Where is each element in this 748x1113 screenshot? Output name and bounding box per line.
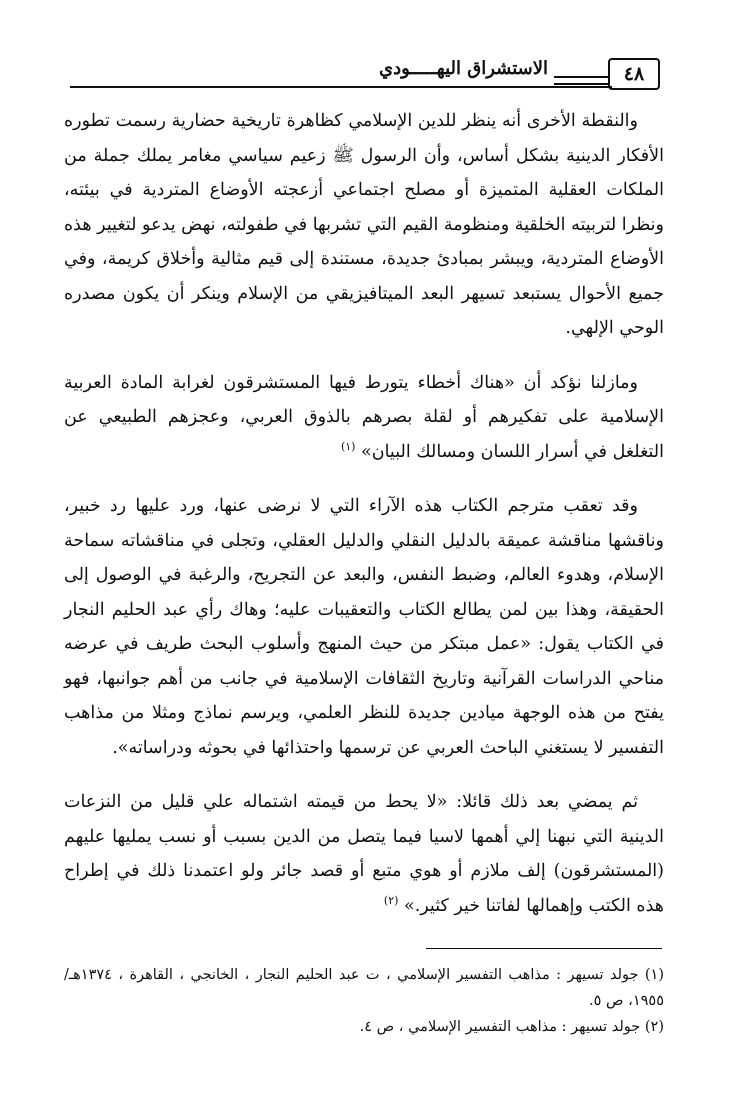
footnotes bbox=[64, 962, 664, 1040]
page-header bbox=[70, 56, 660, 92]
header-ornament-rule bbox=[554, 76, 610, 85]
paragraph-3: وقد تعقب مترجم الكتاب هذه الآراء التي لا نرضى عنها، ورد عليها رد خبير، وناقشها مناقشة عميقة بالدليل النقلي والدليل العقلي، وتجلى في مناقشاته سماحة الإسلام، وهدوء العالم، وضبط النفس، والبعد عن التجريح، والرغبة في الوصول إلى الحقيقة، وهذا بين لمن يطالع الكتاب والتعقيبات عليه؛ وهاك رأي عبد الحليم النجار في الكتاب يقول: «عمل مبتكر من حيث المنهج وأسلوب البحث طريف في عرضه مناحي الدراسات القرآنية وتاريخ الثقافات الإسلامية في جانب من أهم جوانبها، فهو يفتح من هذه الوجهة ميادين جديدة للنظر العلمي، ويرسم نماذج ومثلا من مذاهب التفسير لا يستغني الباحث العربي عن ترسمها واحتذائها في بحوثه ودراساته». bbox=[64, 496, 664, 758]
footnote-2: (٢) جولد تسيهر : مذاهب التفسير الإسلامي ، ص ٤. bbox=[359, 1019, 664, 1035]
header-underline bbox=[70, 86, 612, 88]
main-text bbox=[64, 104, 664, 923]
running-title: الاستشراق اليهـــــودي bbox=[379, 58, 548, 79]
page-number: ٤٨ bbox=[608, 58, 660, 90]
footnote-separator bbox=[426, 948, 662, 949]
paragraph-4-text: ثم يمضي بعد ذلك قائلا: «لا يحط من قيمته اشتماله علي قليل من النزعات الدينية التي نبهنا إلي أهمها لاسيا فيما يتصل من الدين بسبب أو نسب يمليها عليهم (المستشرقون) إلف ملازم أو هوي متبع أو قصد جائر ولو اعتمدنا ذلك في إطراح هذه الكتب وإهمالها لفاتنا خير كثير.» bbox=[64, 792, 664, 916]
footnote-ref-2[interactable]: (٢) bbox=[383, 893, 399, 907]
paragraph-2-text: ومازلنا نؤكد أن «هناك أخطاء يتورط فيها المستشرقون لغرابة المادة العربية الإسلامية على تفكيرهم أو لقلة بصرهم بالذوق العربي، وعجزهم الطبيعي عن التغلغل في أسرار اللسان ومسالك البيان» bbox=[64, 372, 664, 462]
paragraph-4 bbox=[64, 785, 664, 923]
footnote-ref-1[interactable]: (١) bbox=[340, 439, 356, 453]
footnote-1: (١) جولد تسيهر : مذاهب التفسير الإسلامي ، ت عبد الحليم النجار ، الخانجي ، القاهرة ، ١٣٧٤هـ/ ١٩٥٥، ص ٥. bbox=[64, 967, 664, 1009]
paragraph-1: والنقطة الأخرى أنه ينظر للدين الإسلامي كظاهرة تاريخية حضارية رسمت تطوره الأفكار الدينية بشكل أساس، وأن الرسول ﷺ زعيم سياسي مغامر يملك جملة من الملكات العقلية المتميزة أو مصلح اجتماعي أزعجته الأوضاع المتردية في بيئته، ونظرا لتربيته الخلقية ومنظومة القيم التي تشربها في طفولته، نهض يدعو لتغيير هذه الأوضاع المتردية، ويبشر بمبادئ جديدة، مستندة إلى قيم مثالية وأخلاق كريمة، وفي جميع الأحوال يستبعد تسيهر البعد الميتافيزيقي من الإسلام وينكر أن يكون مصدره الوحي الإلهي. bbox=[64, 111, 664, 338]
paragraph-2 bbox=[64, 366, 664, 470]
